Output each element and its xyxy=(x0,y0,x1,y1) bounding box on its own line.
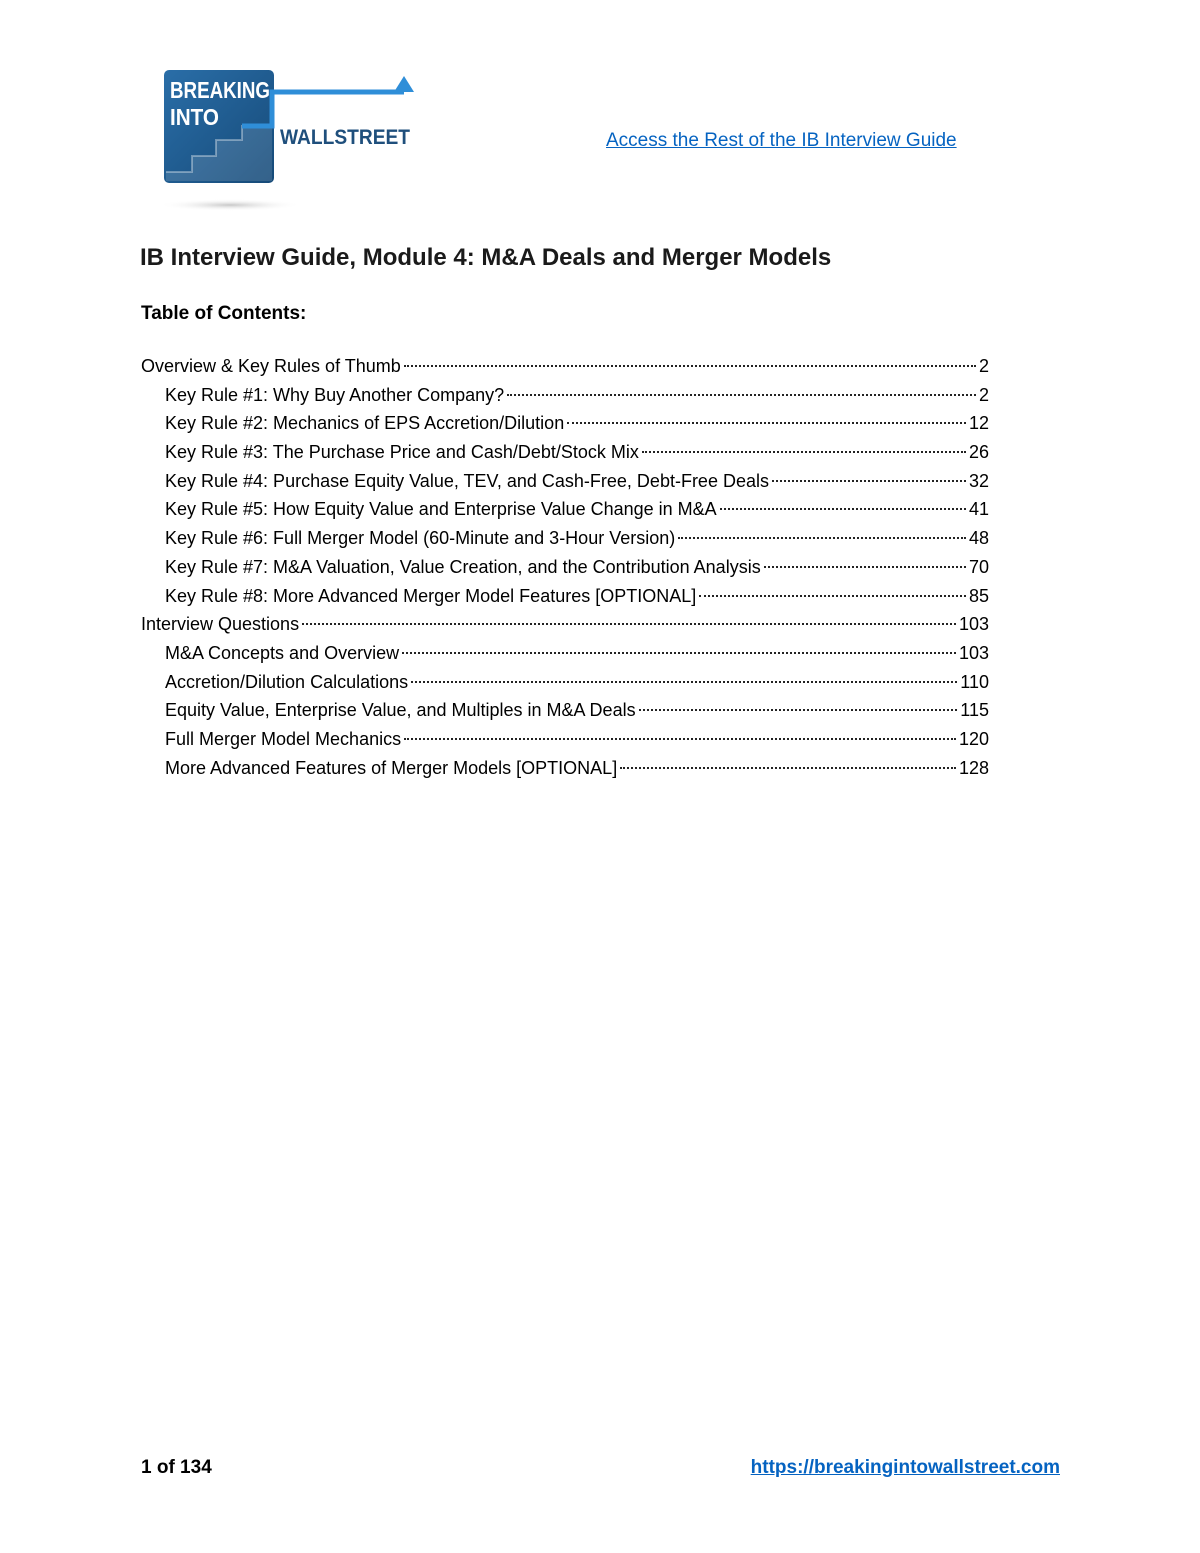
toc-entry-label: Key Rule #8: More Advanced Merger Model Features [OPTIONAL] xyxy=(165,585,697,606)
toc-dot-leader xyxy=(411,681,957,683)
toc-entry[interactable] xyxy=(141,725,989,754)
toc-dot-leader xyxy=(620,767,956,769)
toc-dot-leader xyxy=(764,566,966,568)
toc-entry-page-number: 103 xyxy=(958,642,989,663)
toc-entry-page-number: 26 xyxy=(968,442,989,463)
toc-entry[interactable] xyxy=(141,696,989,725)
toc-entry-label: Key Rule #7: M&A Valuation, Value Creation, and the Contribution Analysis xyxy=(165,556,761,577)
toc-entry-page-number: 128 xyxy=(958,757,989,778)
toc-entry-page-number: 32 xyxy=(968,470,989,491)
toc-entry-label: Overview & Key Rules of Thumb xyxy=(141,356,401,376)
toc-entry[interactable] xyxy=(141,582,989,611)
page-indicator: 1 of 134 xyxy=(141,1457,212,1478)
toc-entry-page-number: 2 xyxy=(978,356,989,376)
toc-entry[interactable] xyxy=(141,668,989,697)
toc-entry-label: Key Rule #1: Why Buy Another Company? xyxy=(165,384,505,405)
page-title: IB Interview Guide, Module 4: M&A Deals and Merger Models xyxy=(140,244,832,271)
toc-entry-label: Accretion/Dilution Calculations xyxy=(165,671,409,692)
toc-entry[interactable] xyxy=(141,754,989,783)
toc-dot-leader xyxy=(404,738,956,740)
toc-entry-label: Key Rule #3: The Purchase Price and Cash/Debt/Stock Mix xyxy=(165,442,639,463)
toc-entry-page-number: 120 xyxy=(958,728,989,749)
toc-dot-leader xyxy=(642,451,966,453)
access-guide-link[interactable]: Access the Rest of the IB Interview Guide xyxy=(606,130,957,151)
toc-entry[interactable] xyxy=(141,639,989,668)
toc-dot-leader xyxy=(404,365,976,367)
toc-entry[interactable] xyxy=(141,553,989,582)
toc-entry[interactable] xyxy=(141,524,989,553)
toc-entry-label: Equity Value, Enterprise Value, and Multiples in M&A Deals xyxy=(165,700,636,721)
toc-dot-leader xyxy=(567,422,966,424)
toc-entry-page-number: 103 xyxy=(958,614,989,635)
toc-entry-label: Full Merger Model Mechanics xyxy=(165,728,402,749)
toc-entry-page-number: 48 xyxy=(968,528,989,549)
toc-dot-leader xyxy=(720,508,966,510)
toc-entry-label: Key Rule #5: How Equity Value and Enterprise Value Change in M&A xyxy=(165,499,717,520)
toc-entry-label: More Advanced Features of Merger Models [OPTIONAL] xyxy=(165,757,618,778)
toc-entry-label: Key Rule #4: Purchase Equity Value, TEV, and Cash-Free, Debt-Free Deals xyxy=(165,470,769,491)
table-of-contents xyxy=(141,352,989,782)
toc-entry[interactable] xyxy=(141,381,989,410)
toc-entry-page-number: 2 xyxy=(978,384,989,405)
logo-text-breaking: BREAKING xyxy=(170,77,270,103)
toc-dot-leader xyxy=(772,480,966,482)
toc-entry-page-number: 70 xyxy=(968,556,989,577)
toc-dot-leader xyxy=(507,394,976,396)
toc-entry-page-number: 110 xyxy=(960,671,989,692)
toc-entry-label: M&A Concepts and Overview xyxy=(165,642,400,663)
toc-dot-leader xyxy=(302,623,956,625)
toc-dot-leader xyxy=(678,537,966,539)
toc-entry-page-number: 85 xyxy=(968,585,989,606)
logo-text-into: INTO xyxy=(170,104,219,130)
toc-entry[interactable] xyxy=(141,610,989,639)
toc-entry-page-number: 12 xyxy=(968,413,989,434)
toc-entry-page-number: 41 xyxy=(968,499,989,520)
toc-entry-label: Key Rule #2: Mechanics of EPS Accretion/Dilution xyxy=(165,413,565,434)
toc-dot-leader xyxy=(402,652,956,654)
toc-heading: Table of Contents: xyxy=(141,303,307,324)
toc-entry-page-number: 115 xyxy=(960,700,989,721)
footer-website-link[interactable]: https://breakingintowallstreet.com xyxy=(750,1457,1060,1478)
toc-entry-label: Key Rule #6: Full Merger Model (60-Minute and 3-Hour Version) xyxy=(165,528,676,549)
toc-entry[interactable] xyxy=(141,409,989,438)
toc-entry[interactable] xyxy=(141,352,989,381)
toc-entry-label: Interview Questions xyxy=(141,614,300,635)
toc-dot-leader xyxy=(699,595,966,597)
toc-entry[interactable] xyxy=(141,438,989,467)
toc-dot-leader xyxy=(639,709,958,711)
breaking-into-wallstreet-logo xyxy=(160,68,425,218)
toc-entry[interactable] xyxy=(141,467,989,496)
toc-entry[interactable] xyxy=(141,495,989,524)
logo-text-wallstreet: WALLSTREET xyxy=(280,126,411,149)
